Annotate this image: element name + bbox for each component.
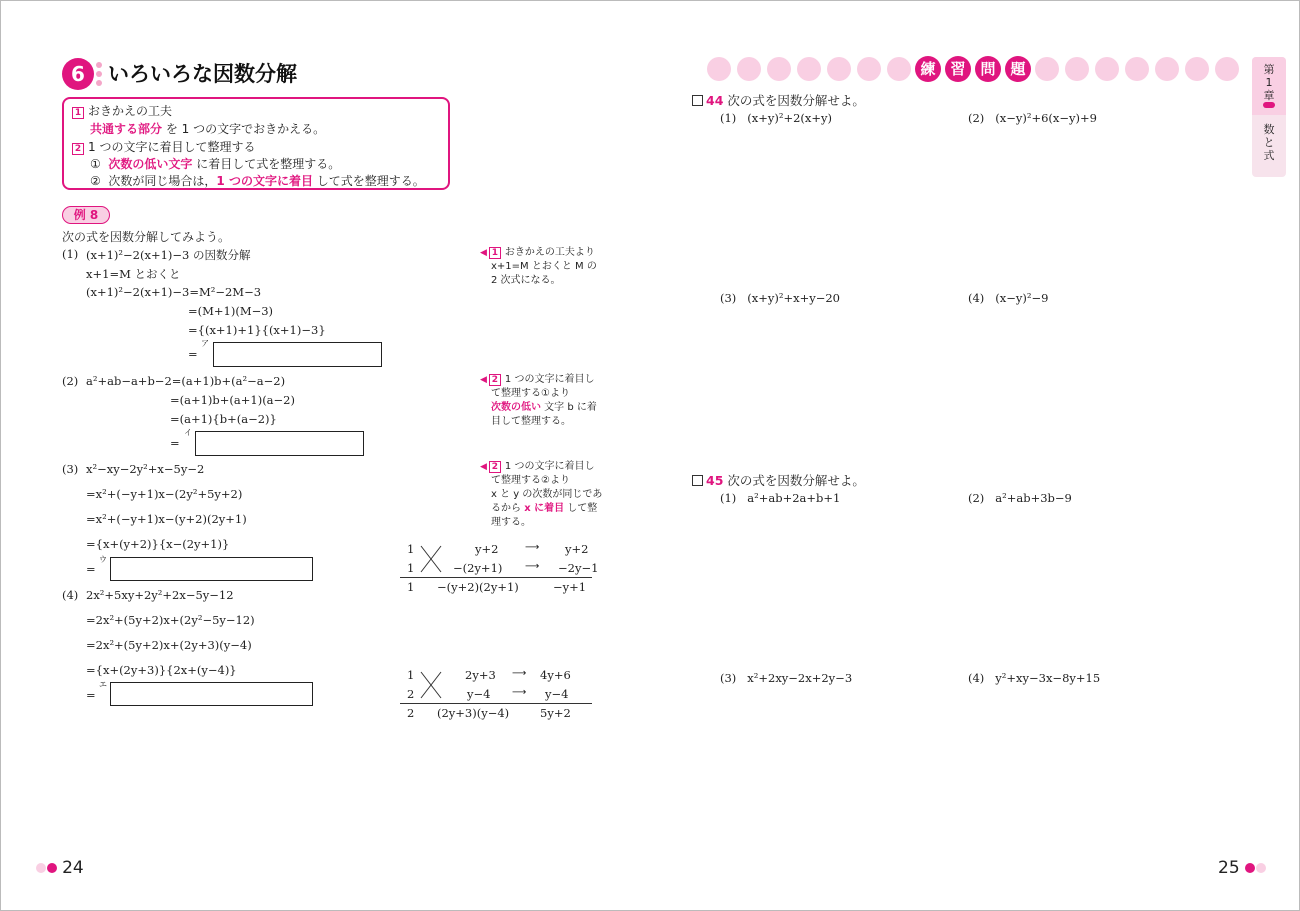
cross2-rule bbox=[400, 703, 592, 704]
problem-2-line4: = bbox=[170, 436, 180, 450]
note-3-line3: x と y の次数が同じであ bbox=[491, 489, 603, 500]
banner-dot bbox=[1215, 57, 1239, 81]
answer-box-e[interactable] bbox=[110, 682, 313, 706]
cross2-b2: y−4 bbox=[467, 687, 491, 701]
problem-3-num: (3) bbox=[62, 462, 79, 476]
cross1-b1: y+2 bbox=[475, 542, 499, 556]
answer-box-a[interactable] bbox=[213, 342, 382, 367]
problem-4-num: (4) bbox=[62, 588, 79, 602]
problem-3-line2: =x²+(−y+1)x−(2y²+5y+2) bbox=[86, 487, 243, 501]
chapter-dots-icon bbox=[1263, 102, 1275, 108]
key-point-2-ii-mark: ② bbox=[90, 174, 101, 188]
q45-item-2-expr: a²+ab+3b−9 bbox=[995, 491, 1072, 505]
note-2-line4: 目して整理する。 bbox=[491, 416, 571, 427]
cross1-c2: −2y−1 bbox=[558, 561, 599, 575]
q45-item-3-num: (3) bbox=[720, 671, 737, 685]
problem-3-line1: x²−xy−2y²+x−5y−2 bbox=[86, 462, 205, 476]
cross2-a1: 1 bbox=[407, 668, 415, 682]
question-45-header bbox=[692, 471, 865, 489]
banner-char-4: 題 bbox=[1005, 56, 1031, 82]
q44-item-2 bbox=[968, 111, 1097, 125]
q45-item-3-expr: x²+2xy−2x+2y−3 bbox=[747, 671, 853, 685]
banner-dot bbox=[1185, 57, 1209, 81]
banner-dot bbox=[1155, 57, 1179, 81]
banner-dot bbox=[767, 57, 791, 81]
problem-1-num: (1) bbox=[62, 247, 79, 261]
cross1-rule bbox=[400, 577, 592, 578]
problem-4-line2: =2x²+(5y+2)x+(2y²−5y−12) bbox=[86, 613, 255, 627]
question-44-text: 次の式を因数分解せよ。 bbox=[727, 93, 865, 108]
q44-item-4-num: (4) bbox=[968, 291, 985, 305]
answer-box-i[interactable] bbox=[195, 431, 364, 456]
blank-a-label: ア bbox=[201, 339, 209, 348]
note-1 bbox=[480, 246, 597, 288]
banner-dot bbox=[857, 57, 881, 81]
problem-1-line6: = bbox=[188, 347, 198, 361]
blank-i-label: イ bbox=[184, 428, 192, 437]
problem-2-line1: a²+ab−a+b−2=(a+1)b+(a²−a−2) bbox=[86, 374, 286, 388]
q45-item-4-num: (4) bbox=[968, 671, 985, 685]
question-45-text: 次の式を因数分解せよ。 bbox=[727, 473, 865, 488]
key-point-2-num: 2 bbox=[72, 143, 84, 155]
q45-item-2 bbox=[968, 491, 1072, 505]
problem-1-line5: ={(x+1)+1}{(x+1)−3} bbox=[188, 323, 326, 337]
section-number-badge: 6 bbox=[62, 58, 94, 90]
q45-item-1 bbox=[720, 491, 840, 505]
note-2-line2: て整理する①より bbox=[491, 388, 570, 399]
banner-dot bbox=[737, 57, 761, 81]
q44-item-2-expr: (x−y)²+6(x−y)+9 bbox=[995, 111, 1097, 125]
problem-1-line1: (x+1)²−2(x+1)−3 の因数分解 bbox=[86, 248, 251, 262]
problem-1-line3: (x+1)²−2(x+1)−3=M²−2M−3 bbox=[86, 285, 262, 299]
page-dot-icon bbox=[1245, 863, 1255, 873]
q44-item-3-num: (3) bbox=[720, 291, 737, 305]
banner-dot bbox=[797, 57, 821, 81]
problem-3-line4: ={x+(y+2)}{x−(2y+1)} bbox=[86, 537, 230, 551]
left-page-number bbox=[36, 858, 84, 878]
banner-dot bbox=[827, 57, 851, 81]
note-2-line1: 1 つの文字に着目し bbox=[504, 374, 595, 385]
question-44-number: 44 bbox=[706, 93, 724, 108]
key-point-2-title bbox=[72, 138, 255, 155]
page-dot-icon bbox=[1256, 863, 1266, 873]
arrow-icon: ⟶ bbox=[525, 542, 540, 553]
arrow-icon: ⟶ bbox=[525, 561, 540, 572]
q44-item-4-expr: (x−y)²−9 bbox=[995, 291, 1049, 305]
answer-box-u[interactable] bbox=[110, 557, 313, 581]
checkbox-icon[interactable] bbox=[692, 95, 703, 106]
example-label: 例 8 bbox=[62, 206, 110, 224]
q44-item-1-expr: (x+y)²+2(x+y) bbox=[747, 111, 833, 125]
problem-1-line4: =(M+1)(M−3) bbox=[188, 304, 274, 318]
checkbox-icon[interactable] bbox=[692, 475, 703, 486]
key-point-2-i-emphasis: 次数の低い文字 bbox=[108, 157, 193, 171]
q44-item-3 bbox=[720, 291, 840, 305]
example-intro: 次の式を因数分解してみよう。 bbox=[62, 230, 231, 244]
key-point-1-num: 1 bbox=[72, 107, 84, 119]
key-point-1-emphasis: 共通する部分 bbox=[90, 122, 163, 136]
cross2-x-icon bbox=[420, 671, 442, 699]
arrow-icon: ⟶ bbox=[512, 687, 527, 698]
blank-u-label: ウ bbox=[99, 555, 107, 564]
key-point-1-title-text: おきかえの工夫 bbox=[88, 104, 173, 118]
banner-dot bbox=[1065, 57, 1089, 81]
cross1-c1: y+2 bbox=[565, 542, 589, 556]
note-3-line5: 理する。 bbox=[491, 517, 531, 528]
q45-item-3 bbox=[720, 671, 852, 685]
banner-dot bbox=[1035, 57, 1059, 81]
problem-2-num: (2) bbox=[62, 374, 79, 388]
note-3 bbox=[480, 460, 602, 530]
cross2-b1: 2y+3 bbox=[465, 668, 496, 682]
pointer-icon: ◀ bbox=[480, 375, 487, 385]
banner-char-3: 問 bbox=[975, 56, 1001, 82]
pointer-icon: ◀ bbox=[480, 462, 487, 472]
note-2 bbox=[480, 373, 597, 429]
key-point-2-i-mark: ① bbox=[90, 157, 101, 171]
note-1-line1: おきかえの工夫より bbox=[504, 247, 595, 258]
key-point-2-ii-emphasis: 1 つの文字に着目 bbox=[216, 174, 313, 188]
q44-item-2-num: (2) bbox=[968, 111, 985, 125]
cross2-b3: (2y+3)(y−4) bbox=[437, 706, 510, 720]
right-page-number bbox=[1218, 858, 1266, 878]
q44-item-4 bbox=[968, 291, 1048, 305]
problem-2-line2: =(a+1)b+(a+1)(a−2) bbox=[170, 393, 295, 407]
chapter-side-tab bbox=[1252, 57, 1286, 177]
question-45-number: 45 bbox=[706, 473, 724, 488]
note-3-emphasis: x に着目 bbox=[524, 503, 565, 514]
key-point-2-i bbox=[90, 155, 340, 172]
note-1-num: 1 bbox=[489, 247, 501, 259]
note-3-line1: 1 つの文字に着目し bbox=[504, 461, 595, 472]
note-1-line3: 2 次式になる。 bbox=[491, 275, 561, 286]
note-2-line3-rest: 文字 b に着 bbox=[541, 402, 597, 413]
subject-label: 数と式 bbox=[1263, 123, 1275, 162]
key-point-2-ii bbox=[90, 172, 425, 189]
problem-4-line1: 2x²+5xy+2y²+2x−5y−12 bbox=[86, 588, 234, 602]
problem-2-line3: =(a+1){b+(a−2)} bbox=[170, 412, 277, 426]
banner-char-2: 習 bbox=[945, 56, 971, 82]
q45-item-4 bbox=[968, 671, 1100, 685]
cross2-c3: 5y+2 bbox=[540, 706, 571, 720]
blank-e-label: エ bbox=[99, 680, 107, 689]
problem-4-line5: = bbox=[86, 688, 96, 702]
banner-dot bbox=[1125, 57, 1149, 81]
problem-1-line2: x+1=M とおくと bbox=[86, 267, 181, 281]
question-44-header bbox=[692, 91, 865, 109]
banner-dot bbox=[887, 57, 911, 81]
q45-item-2-num: (2) bbox=[968, 491, 985, 505]
right-page-number-text: 25 bbox=[1218, 858, 1240, 878]
key-point-1-title bbox=[72, 102, 172, 119]
cross1-c3: −y+1 bbox=[553, 580, 587, 594]
cross2-a2: 2 bbox=[407, 687, 415, 701]
pointer-icon: ◀ bbox=[480, 248, 487, 258]
q45-item-1-num: (1) bbox=[720, 491, 737, 505]
note-3-num: 2 bbox=[489, 461, 501, 473]
note-3-line4-pre: るから bbox=[491, 503, 525, 514]
problem-4-line3: =2x²+(5y+2)x+(2y+3)(y−4) bbox=[86, 638, 252, 652]
problem-3-line3: =x²+(−y+1)x−(y+2)(2y+1) bbox=[86, 512, 247, 526]
banner-char-1: 練 bbox=[915, 56, 941, 82]
key-point-1-body bbox=[90, 120, 325, 137]
left-page-number-text: 24 bbox=[62, 858, 84, 878]
page-dot-icon bbox=[47, 863, 57, 873]
cross1-a2: 1 bbox=[407, 561, 415, 575]
cross2-c1: 4y+6 bbox=[540, 668, 571, 682]
chapter-label: 第1章 bbox=[1263, 63, 1275, 102]
section-dots bbox=[96, 62, 104, 86]
cross1-x-icon bbox=[420, 545, 442, 573]
cross1-a3: 1 bbox=[407, 580, 415, 594]
cross1-b2: −(2y+1) bbox=[453, 561, 503, 575]
key-point-2-title-text: 1 つの文字に着目して整理する bbox=[88, 140, 256, 154]
q44-item-1 bbox=[720, 111, 832, 125]
note-2-emphasis: 次数の低い bbox=[491, 402, 541, 413]
problem-4-line4: ={x+(2y+3)}{2x+(y−4)} bbox=[86, 663, 237, 677]
q45-item-1-expr: a²+ab+2a+b+1 bbox=[747, 491, 841, 505]
page-dot-icon bbox=[36, 863, 46, 873]
banner-dot bbox=[707, 57, 731, 81]
cross1-a1: 1 bbox=[407, 542, 415, 556]
note-2-num: 2 bbox=[489, 374, 501, 386]
note-3-line2: て整理する②より bbox=[491, 475, 570, 486]
banner-dot bbox=[1095, 57, 1119, 81]
note-1-line2: x+1=M とおくと M の bbox=[491, 261, 597, 272]
cross2-c2: y−4 bbox=[545, 687, 569, 701]
cross2-a3: 2 bbox=[407, 706, 415, 720]
q44-item-3-expr: (x+y)²+x+y−20 bbox=[747, 291, 840, 305]
note-3-line4-rest: して整 bbox=[564, 503, 598, 514]
q45-item-4-expr: y²+xy−3x−8y+15 bbox=[995, 671, 1101, 685]
key-point-2-i-rest: に着目して式を整理する。 bbox=[192, 157, 341, 171]
key-point-2-ii-rest: して式を整理する。 bbox=[312, 174, 425, 188]
arrow-icon: ⟶ bbox=[512, 668, 527, 679]
problem-3-line5: = bbox=[86, 562, 96, 576]
section-title: いろいろな因数分解 bbox=[108, 62, 297, 86]
cross1-b3: −(y+2)(2y+1) bbox=[437, 580, 519, 594]
q44-item-1-num: (1) bbox=[720, 111, 737, 125]
key-point-1-rest: を 1 つの文字でおきかえる。 bbox=[162, 122, 326, 136]
key-point-2-ii-pre: 次数が同じ場合は， bbox=[108, 174, 217, 188]
